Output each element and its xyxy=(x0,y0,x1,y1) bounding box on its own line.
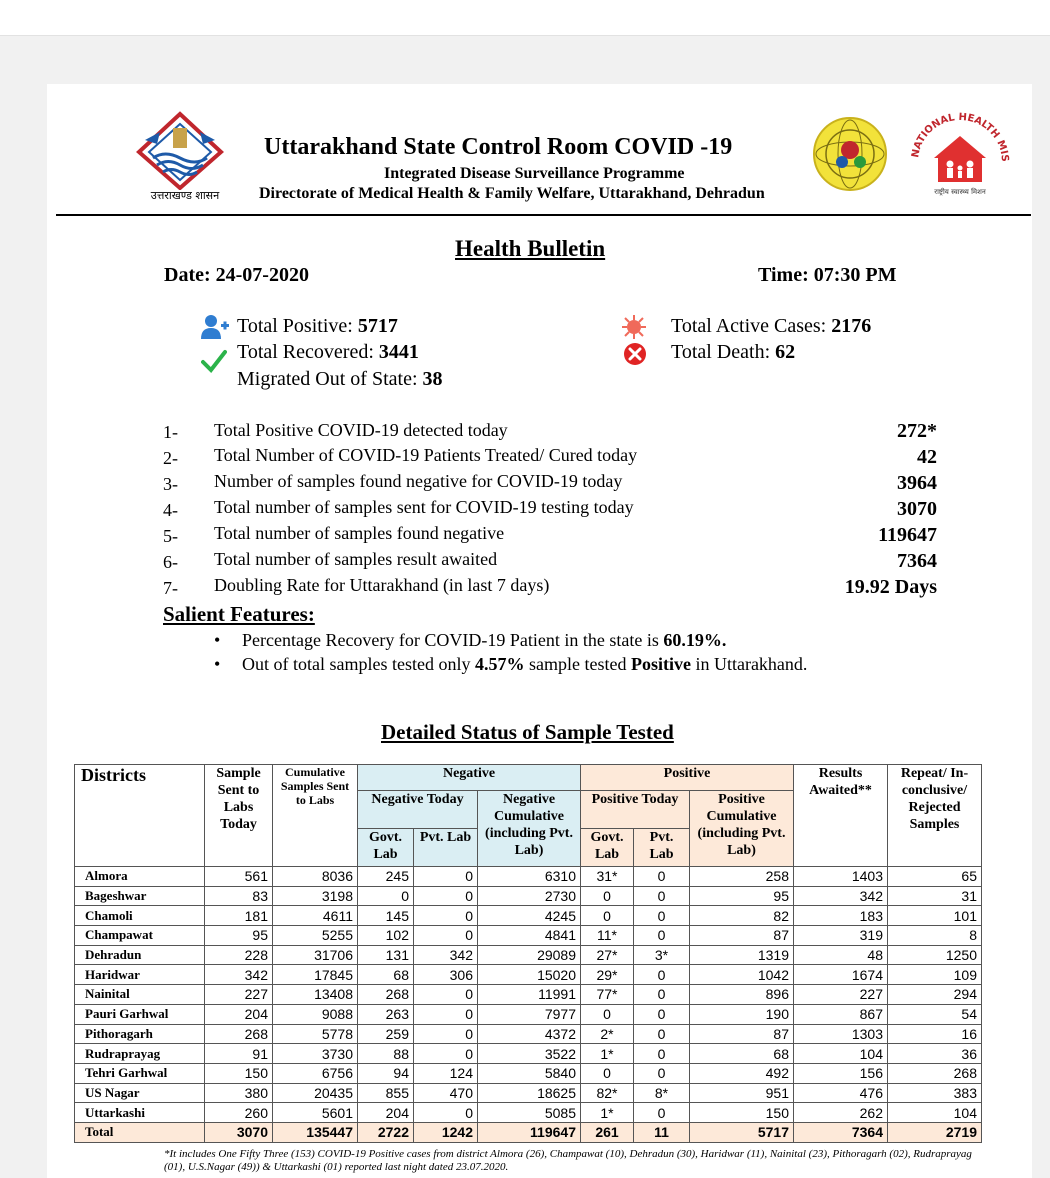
table-cell: 0 xyxy=(414,1004,478,1024)
table-cell: 83 xyxy=(205,886,273,906)
summary-num: 6- xyxy=(163,552,178,572)
table-cell: 1* xyxy=(581,1103,634,1123)
total-recovered-label: Total Recovered: xyxy=(237,341,379,363)
table-cell: 268 xyxy=(205,1024,273,1044)
table-cell: 0 xyxy=(414,867,478,887)
table-cell: 268 xyxy=(358,985,414,1005)
table-cell: 0 xyxy=(414,926,478,946)
table-row xyxy=(75,926,982,946)
table-cell: 1403 xyxy=(794,867,888,887)
table-cell: 4372 xyxy=(478,1024,581,1044)
table-cell: 150 xyxy=(690,1103,794,1123)
header-subtitle-directorate: Directorate of Medical Health & Family Welfare, Uttarakhand, Dehradun xyxy=(259,185,765,202)
table-cell: 0 xyxy=(358,886,414,906)
header-districts: Districts xyxy=(75,765,205,867)
district-name-cell: Rudraprayag xyxy=(75,1044,205,1064)
table-cell: 31706 xyxy=(273,945,358,965)
table-total-row xyxy=(75,1122,982,1142)
table-cell: 27* xyxy=(581,945,634,965)
total-death-label: Total Death: xyxy=(671,341,776,363)
district-name-cell: US Nagar xyxy=(75,1083,205,1103)
table-cell: 0 xyxy=(634,926,690,946)
bullet-bold: Positive xyxy=(630,654,691,674)
idsp-logo xyxy=(810,114,890,194)
header-positive-today: Positive Today xyxy=(581,791,690,829)
summary-num: 2- xyxy=(163,448,178,468)
summary-value: 119647 xyxy=(878,524,937,546)
table-cell: 492 xyxy=(690,1063,794,1083)
bullet-bold: 60.19%. xyxy=(663,630,727,650)
table-cell: 31 xyxy=(888,886,982,906)
national-health-mission-logo xyxy=(900,102,1020,202)
header-repeat-samples: Repeat/ In-conclusive/ Rejected Samples xyxy=(888,765,982,867)
table-cell: 11* xyxy=(581,926,634,946)
header-title: Uttarakhand State Control Room COVID -19 xyxy=(264,134,733,160)
table-cell: 91 xyxy=(205,1044,273,1064)
bulletin-title: Health Bulletin xyxy=(455,236,606,261)
table-row xyxy=(75,1044,982,1064)
table-cell: 17845 xyxy=(273,965,358,985)
table-cell: 1319 xyxy=(690,945,794,965)
table-row xyxy=(75,1083,982,1103)
total-positive xyxy=(237,315,398,338)
table-cell: 1674 xyxy=(794,965,888,985)
bulletin-page xyxy=(47,84,1032,1178)
total-recovered-value: 3441 xyxy=(378,341,419,363)
table-cell: 181 xyxy=(205,906,273,926)
table-cell: 102 xyxy=(358,926,414,946)
table-row xyxy=(75,1103,982,1123)
migrated-out-value: 38 xyxy=(422,368,443,390)
summary-num: 4- xyxy=(163,500,178,520)
header-negative: Negative xyxy=(358,765,581,791)
table-cell: 82* xyxy=(581,1083,634,1103)
table-cell: 48 xyxy=(794,945,888,965)
table-row xyxy=(75,1063,982,1083)
header-neg-govt-lab: Govt. Lab xyxy=(358,829,414,867)
table-cell: 1* xyxy=(581,1044,634,1064)
district-name-cell: Pauri Garhwal xyxy=(75,1004,205,1024)
header-pos-pvt-lab: Pvt. Lab xyxy=(634,829,690,867)
header-negative-today: Negative Today xyxy=(358,791,478,829)
district-name-cell: Almora xyxy=(75,867,205,887)
table-cell: 0 xyxy=(634,867,690,887)
table-cell: 5717 xyxy=(690,1122,794,1142)
table-cell: 18625 xyxy=(478,1083,581,1103)
table-cell: 0 xyxy=(581,1004,634,1024)
summary-label: Number of samples found negative for COVID-19 today xyxy=(214,471,623,491)
table-cell: 227 xyxy=(794,985,888,1005)
table-cell: 227 xyxy=(205,985,273,1005)
table-cell: 94 xyxy=(358,1063,414,1083)
table-row xyxy=(75,1004,982,1024)
table-cell: 4841 xyxy=(478,926,581,946)
table-cell: 0 xyxy=(634,1024,690,1044)
district-name-cell: Bageshwar xyxy=(75,886,205,906)
total-positive-label: Total Positive: xyxy=(237,315,358,337)
table-cell: 268 xyxy=(888,1063,982,1083)
table-cell: 342 xyxy=(414,945,478,965)
table-cell: 156 xyxy=(794,1063,888,1083)
summary-value: 7364 xyxy=(897,550,937,572)
table-cell: 0 xyxy=(634,1103,690,1123)
district-name-cell: Uttarkashi xyxy=(75,1103,205,1123)
table-cell: 0 xyxy=(634,886,690,906)
header-results-awaited: Results Awaited** xyxy=(794,765,888,867)
table-cell: 2730 xyxy=(478,886,581,906)
table-cell: 15020 xyxy=(478,965,581,985)
table-cell: 867 xyxy=(794,1004,888,1024)
table-cell: 145 xyxy=(358,906,414,926)
table-cell: 95 xyxy=(690,886,794,906)
table-cell: 29* xyxy=(581,965,634,985)
bulletin-date: Date: 24-07-2020 xyxy=(164,264,309,286)
header-pos-govt-lab: Govt. Lab xyxy=(581,829,634,867)
table-cell: 258 xyxy=(690,867,794,887)
summary-label: Total number of samples found negative xyxy=(214,523,505,543)
table-cell: 124 xyxy=(414,1063,478,1083)
table-cell: 0 xyxy=(414,985,478,1005)
table-cell: 131 xyxy=(358,945,414,965)
table-cell: 5778 xyxy=(273,1024,358,1044)
table-cell: 1242 xyxy=(414,1122,478,1142)
district-name-cell: Total xyxy=(75,1122,205,1142)
checkmark-icon xyxy=(201,348,227,374)
table-cell: 1303 xyxy=(794,1024,888,1044)
table-cell: 0 xyxy=(581,1063,634,1083)
table-cell: 104 xyxy=(794,1044,888,1064)
table-cell: 1042 xyxy=(690,965,794,985)
summary-label: Doubling Rate for Uttarakhand (in last 7 days) xyxy=(214,575,550,595)
table-cell: 13408 xyxy=(273,985,358,1005)
table-row xyxy=(75,965,982,985)
summary-value: 19.92 Days xyxy=(844,576,937,598)
table-cell: 11 xyxy=(634,1122,690,1142)
district-name-cell: Tehri Garhwal xyxy=(75,1063,205,1083)
table-cell: 855 xyxy=(358,1083,414,1103)
add-user-icon xyxy=(201,314,227,340)
viewer-top-bar xyxy=(0,0,1050,36)
table-cell: 0 xyxy=(581,886,634,906)
table-cell: 0 xyxy=(414,1024,478,1044)
bullet-text: sample tested xyxy=(524,654,631,674)
table-cell: 183 xyxy=(794,906,888,926)
table-cell: 204 xyxy=(358,1103,414,1123)
nhm-logo-text: NATIONAL HEALTH MIS xyxy=(910,111,1011,162)
table-cell: 204 xyxy=(205,1004,273,1024)
table-row xyxy=(75,906,982,926)
summary-value: 3964 xyxy=(897,472,937,494)
table-cell: 0 xyxy=(414,1103,478,1123)
total-positive-value: 5717 xyxy=(357,315,398,337)
table-cell: 150 xyxy=(205,1063,273,1083)
table-cell: 5601 xyxy=(273,1103,358,1123)
table-cell: 383 xyxy=(888,1083,982,1103)
table-row xyxy=(75,1024,982,1044)
table-cell: 896 xyxy=(690,985,794,1005)
summary-num: 5- xyxy=(163,526,178,546)
table-cell: 36 xyxy=(888,1044,982,1064)
table-cell: 319 xyxy=(794,926,888,946)
header-neg-pvt-lab: Pvt. Lab xyxy=(414,829,478,867)
table-cell: 2722 xyxy=(358,1122,414,1142)
table-cell: 54 xyxy=(888,1004,982,1024)
salient-bullet: • Percentage Recovery for COVID-19 Patient in the state is 60.19%. xyxy=(214,630,727,650)
table-cell: 3522 xyxy=(478,1044,581,1064)
header-divider xyxy=(56,214,1031,216)
table-cell: 342 xyxy=(205,965,273,985)
table-cell: 135447 xyxy=(273,1122,358,1142)
table-body xyxy=(75,867,982,1143)
table-cell: 29089 xyxy=(478,945,581,965)
total-recovered xyxy=(237,341,419,364)
footnote: *It includes One Fifty Three (153) COVID-19 Positive cases from district Almora (26), Champawat (10), Dehradun (30), Haridwar (11), Nainital (23), Pithoragarh (02), Rudraprayag (01), U.S.Nagar (49)) & Uttarkashi (01) reported last night dated 23.07.2020. xyxy=(164,1148,972,1173)
nhm-logo-caption: राष्ट्रीय स्वास्थ्य मिशन xyxy=(934,188,986,196)
header-cumulative-samples: Cumulative Samples Sent to Labs xyxy=(273,765,358,867)
table-cell: 294 xyxy=(888,985,982,1005)
table-cell: 11991 xyxy=(478,985,581,1005)
table-cell: 65 xyxy=(888,867,982,887)
table-cell: 342 xyxy=(794,886,888,906)
table-cell: 7977 xyxy=(478,1004,581,1024)
table-cell: 82 xyxy=(690,906,794,926)
table-cell: 4245 xyxy=(478,906,581,926)
virus-icon xyxy=(621,314,647,340)
table-cell: 7364 xyxy=(794,1122,888,1142)
table-cell: 8* xyxy=(634,1083,690,1103)
table-row xyxy=(75,867,982,887)
table-cell: 6756 xyxy=(273,1063,358,1083)
table-cell: 8 xyxy=(888,926,982,946)
table-cell: 88 xyxy=(358,1044,414,1064)
table-cell: 4611 xyxy=(273,906,358,926)
table-cell: 6310 xyxy=(478,867,581,887)
table-cell: 3730 xyxy=(273,1044,358,1064)
govt-logo-caption: उत्तराखण्ड शासन xyxy=(150,189,220,202)
table-cell: 119647 xyxy=(478,1122,581,1142)
table-cell: 245 xyxy=(358,867,414,887)
header-sample-sent: Sample Sent to Labs Today xyxy=(205,765,273,867)
table-row xyxy=(75,945,982,965)
bulletin-time: Time: 07:30 PM xyxy=(758,264,897,286)
district-name-cell: Dehradun xyxy=(75,945,205,965)
summary-num: 1- xyxy=(163,422,178,442)
table-cell: 31* xyxy=(581,867,634,887)
table-cell: 261 xyxy=(581,1122,634,1142)
table-cell: 104 xyxy=(888,1103,982,1123)
migrated-out-label: Migrated Out of State: xyxy=(237,368,423,390)
summary-value: 3070 xyxy=(897,498,937,520)
table-cell: 0 xyxy=(634,906,690,926)
table-cell: 5255 xyxy=(273,926,358,946)
table-cell: 0 xyxy=(581,906,634,926)
summary-value: 272* xyxy=(897,420,937,442)
summary-num: 3- xyxy=(163,474,178,494)
table-cell: 68 xyxy=(358,965,414,985)
table-cell: 68 xyxy=(690,1044,794,1064)
table-cell: 20435 xyxy=(273,1083,358,1103)
total-active-label: Total Active Cases: xyxy=(671,315,832,337)
table-cell: 0 xyxy=(634,1063,690,1083)
table-cell: 5085 xyxy=(478,1103,581,1123)
total-death-value: 62 xyxy=(775,341,796,363)
table-cell: 2719 xyxy=(888,1122,982,1142)
table-cell: 306 xyxy=(414,965,478,985)
table-cell: 101 xyxy=(888,906,982,926)
table-cell: 3198 xyxy=(273,886,358,906)
bullet-bold: 4.57% xyxy=(474,654,525,674)
district-name-cell: Pithoragarh xyxy=(75,1024,205,1044)
table-cell: 561 xyxy=(205,867,273,887)
uttarakhand-govt-logo xyxy=(135,110,225,210)
table-cell: 260 xyxy=(205,1103,273,1123)
bullet-text: Percentage Recovery for COVID-19 Patient in the state is xyxy=(242,630,664,650)
table-cell: 0 xyxy=(634,985,690,1005)
table-cell: 16 xyxy=(888,1024,982,1044)
total-active-value: 2176 xyxy=(831,315,872,337)
table-cell: 87 xyxy=(690,1024,794,1044)
table-cell: 8036 xyxy=(273,867,358,887)
summary-label: Total Positive COVID-19 detected today xyxy=(214,420,508,440)
table-cell: 476 xyxy=(794,1083,888,1103)
table-cell: 95 xyxy=(205,926,273,946)
summary-num: 7- xyxy=(163,578,178,598)
table-row xyxy=(75,985,982,1005)
table-cell: 259 xyxy=(358,1024,414,1044)
district-status-table xyxy=(74,764,982,1143)
header-positive-cumulative: Positive Cumulative (including Pvt. Lab) xyxy=(690,791,794,867)
table-cell: 77* xyxy=(581,985,634,1005)
table-cell: 470 xyxy=(414,1083,478,1103)
summary-value: 42 xyxy=(917,446,937,468)
table-cell: 228 xyxy=(205,945,273,965)
salient-bullet: • Out of total samples tested only 4.57% sample tested Positive in Uttarakhand. xyxy=(214,654,808,674)
table-cell: 263 xyxy=(358,1004,414,1024)
table-row xyxy=(75,886,982,906)
district-name-cell: Chamoli xyxy=(75,906,205,926)
table-cell: 0 xyxy=(414,1044,478,1064)
table-cell: 0 xyxy=(414,886,478,906)
table-cell: 1250 xyxy=(888,945,982,965)
table-cell: 87 xyxy=(690,926,794,946)
death-cross-icon xyxy=(623,342,649,368)
summary-label: Total Number of COVID-19 Patients Treated/ Cured today xyxy=(214,445,638,465)
table-cell: 0 xyxy=(634,1044,690,1064)
table-cell: 380 xyxy=(205,1083,273,1103)
table-cell: 0 xyxy=(634,965,690,985)
salient-features-heading: Salient Features: xyxy=(163,602,315,626)
table-cell: 262 xyxy=(794,1103,888,1123)
table-cell: 109 xyxy=(888,965,982,985)
district-name-cell: Haridwar xyxy=(75,965,205,985)
bullet-text: Out of total samples tested only xyxy=(242,654,475,674)
table-cell: 2* xyxy=(581,1024,634,1044)
total-active xyxy=(671,315,871,338)
table-cell: 3* xyxy=(634,945,690,965)
header-subtitle-idsp: Integrated Disease Surveillance Programme xyxy=(384,165,685,182)
table-cell: 0 xyxy=(634,1004,690,1024)
table-cell: 951 xyxy=(690,1083,794,1103)
table-cell: 3070 xyxy=(205,1122,273,1142)
summary-label: Total number of samples result awaited xyxy=(214,549,498,569)
table-cell: 9088 xyxy=(273,1004,358,1024)
detailed-status-heading: Detailed Status of Sample Tested xyxy=(381,720,674,744)
table-cell: 0 xyxy=(414,906,478,926)
summary-label: Total number of samples sent for COVID-19 testing today xyxy=(214,497,634,517)
total-death xyxy=(671,341,795,364)
header-negative-cumulative: Negative Cumulative (including Pvt. Lab) xyxy=(478,791,581,867)
header-positive: Positive xyxy=(581,765,794,791)
migrated-out xyxy=(237,368,443,391)
table-cell: 5840 xyxy=(478,1063,581,1083)
district-name-cell: Champawat xyxy=(75,926,205,946)
table-cell: 190 xyxy=(690,1004,794,1024)
bullet-text: in Uttarakhand. xyxy=(690,654,808,674)
district-name-cell: Nainital xyxy=(75,985,205,1005)
